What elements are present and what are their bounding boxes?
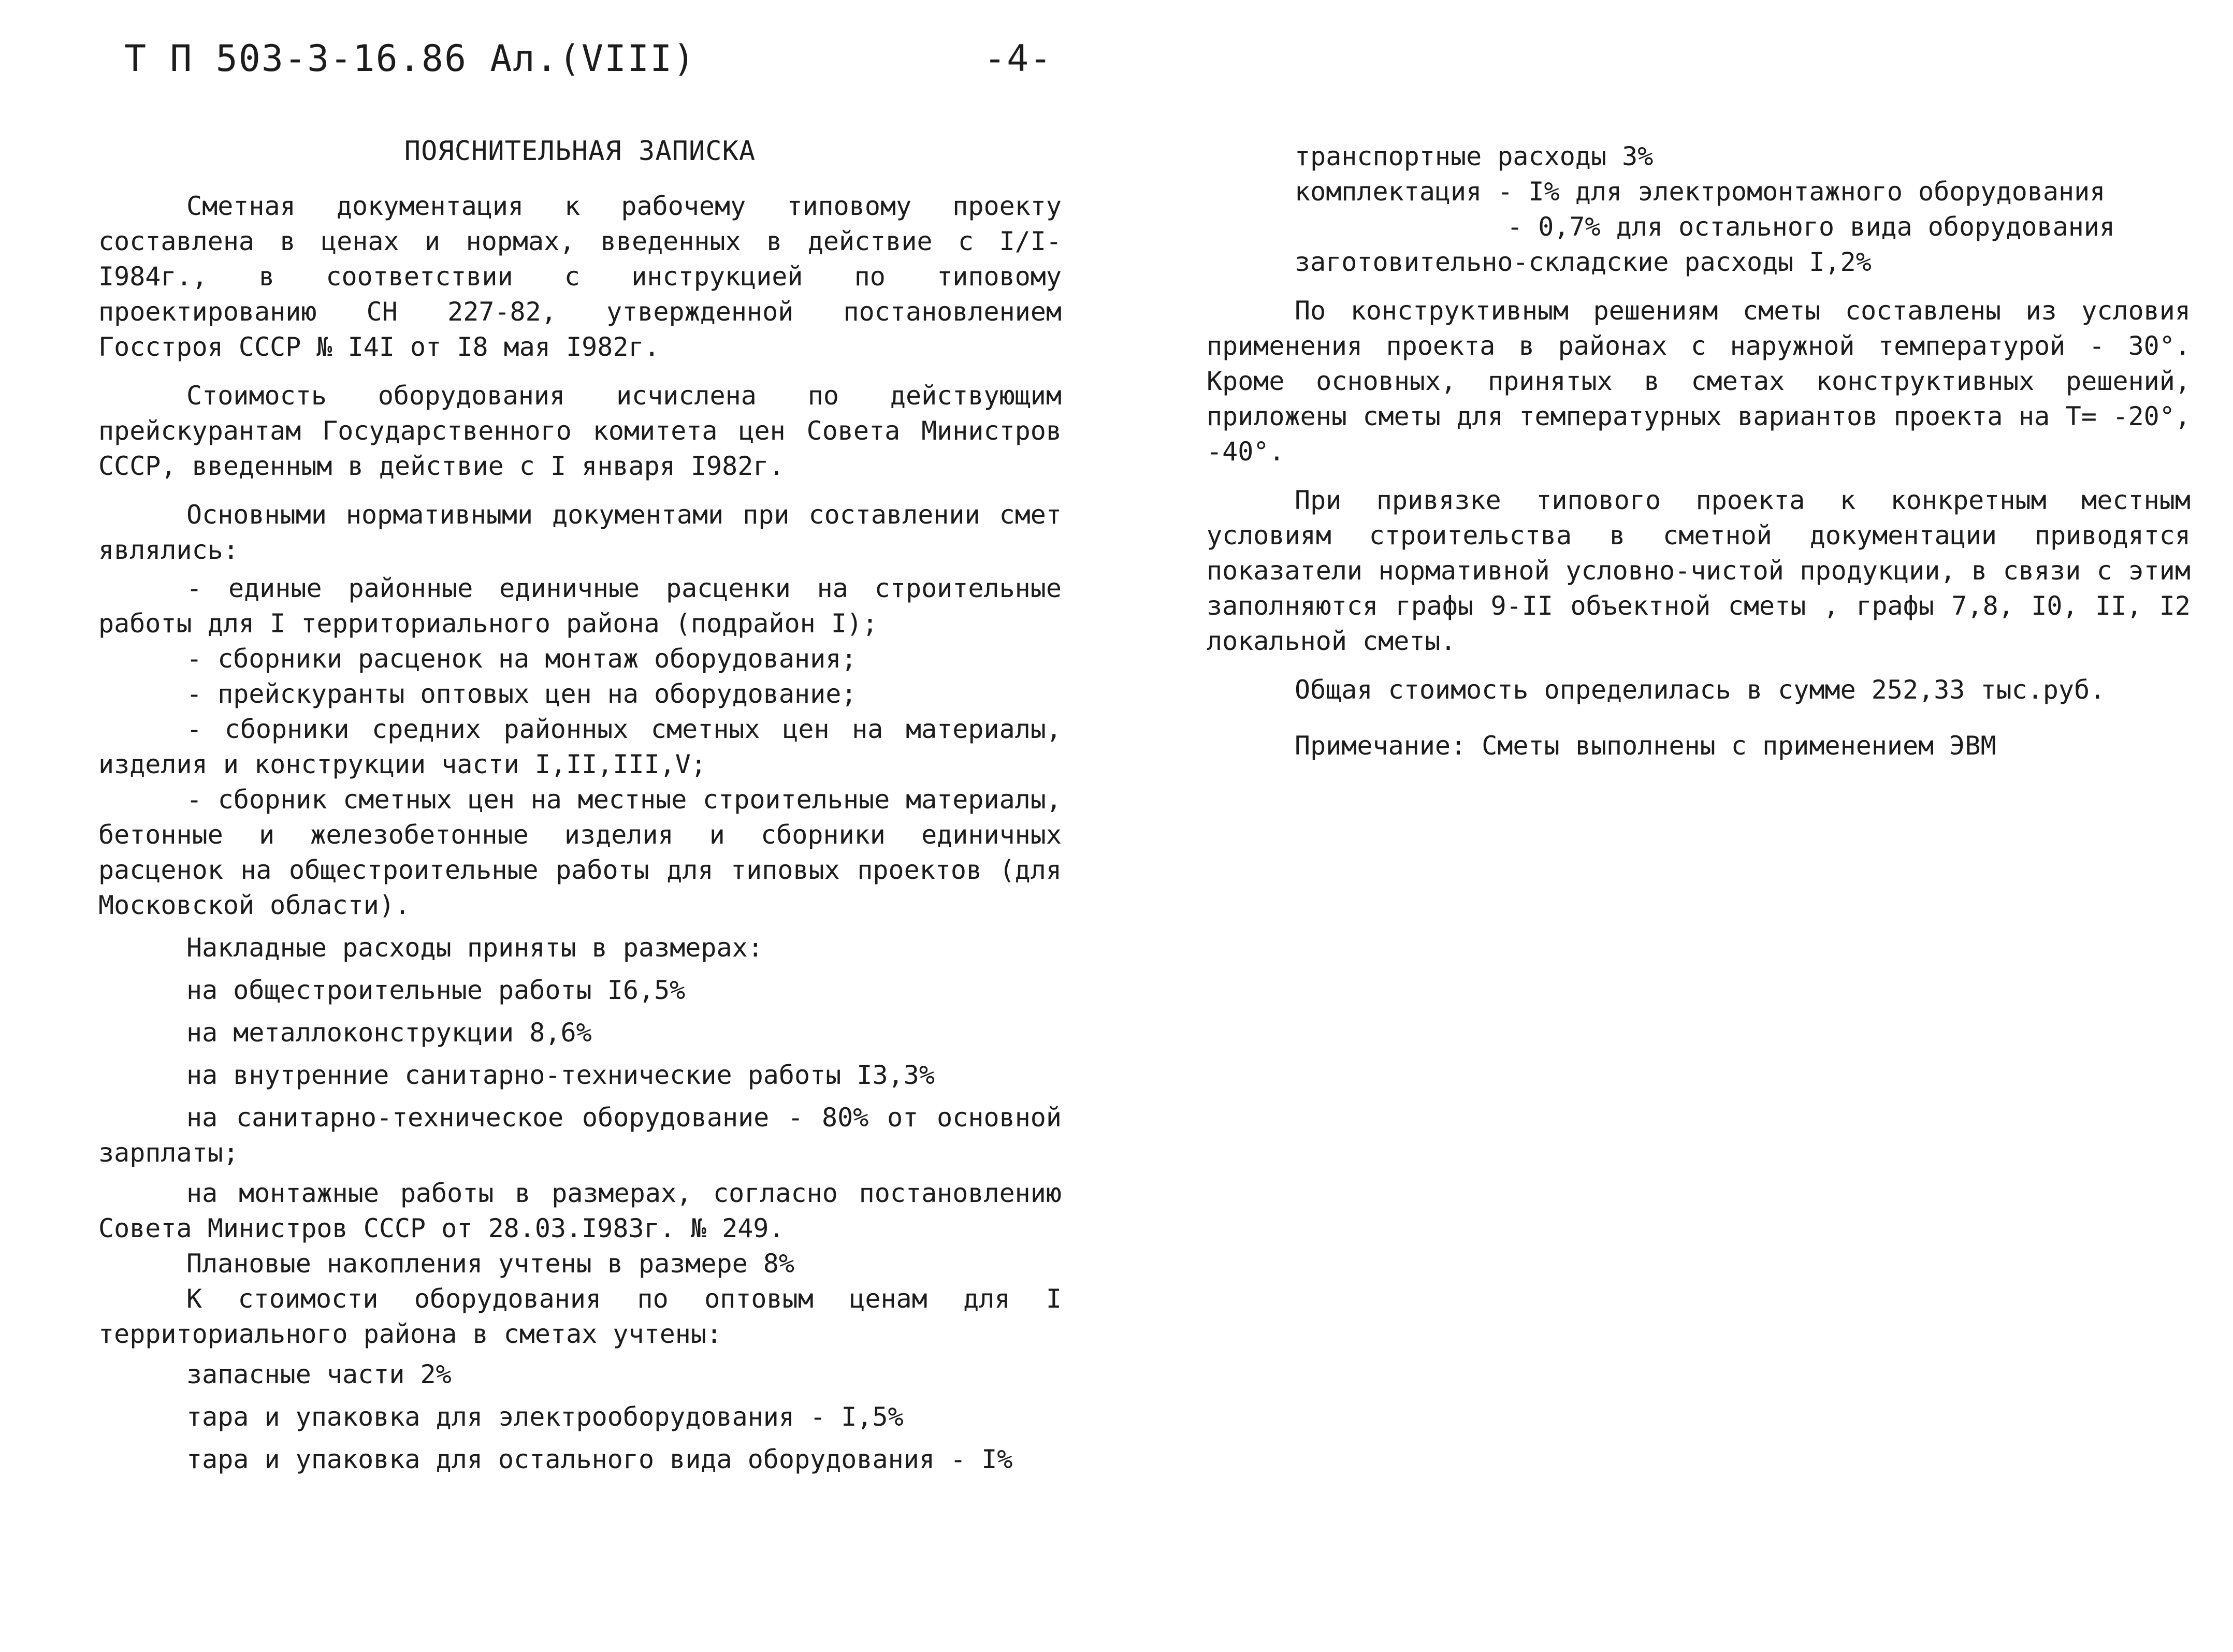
planned-savings: Плановые накопления учтены в размере 8% — [186, 1249, 794, 1279]
extra-item: тара и упаковка для электрооборудования - I,5% — [186, 1402, 904, 1432]
overhead-item: на металлоконструкции 8,6% — [186, 1018, 592, 1048]
extra-item: транспортные расходы 3% — [1295, 141, 1654, 171]
paragraph-equipment-cost: Стоимость оборудования исчислена по действующим прейскурантам Государственного комитета цен Совета Министров СССР, введенным в действие с I января I982г. — [98, 381, 1062, 481]
extra-item: заготовительно-складские расходы I,2% — [1295, 247, 1872, 277]
note: Примечание: Сметы выполнены с применением ЭВМ — [1295, 731, 1996, 761]
list-item: - единые районные единичные расценки на строительные работы для I территориального района (подрайон I); — [98, 573, 1062, 639]
extra-item: - 0,7% для остального вида оборудования — [1507, 212, 2115, 242]
overhead-intro: Накладные расходы приняты в размерах: — [186, 933, 763, 963]
total-cost: Общая стоимость определилась в сумме 252,33 тыс.руб. — [1295, 675, 2106, 705]
page-title: ПОЯСНИТЕЛЬНАЯ ЗАПИСКА — [404, 136, 756, 167]
paragraph-documents-intro: Основными нормативными документами при составлении смет являлись: — [98, 500, 1062, 565]
list-item: - прейскуранты оптовых цен на оборудование; — [186, 679, 857, 709]
list-item: - сборники расценок на монтаж оборудования; — [186, 644, 857, 674]
right-column — [1207, 134, 2191, 777]
paragraph-temperature: По конструктивным решениям сметы составлены из условия применения проекта в районах с наружной температурой - 30°. Кроме основных, принятых в сметах конструктивных решений, приложены сметы для температурных вариантов проекта на Т= -20°, -40°. — [1207, 296, 2191, 467]
equipment-extras-intro: К стоимости оборудования по оптовым ценам для I территориального района в сметах учтены: — [98, 1284, 1062, 1349]
paragraph-binding: При привязке типового проекта к конкретным местным условиям строительства в сметной документации приводятся показатели нормативной условно-чистой продукции, в связи с этим заполняются графы 9-II объектной сметы , графы 7,8, I0, II, I2 локальной сметы. — [1207, 485, 2191, 656]
overhead-item: на общестроительные работы I6,5% — [186, 975, 686, 1005]
page-number: -4- — [984, 37, 1053, 80]
extra-item: комплектация - I% для электромонтажного оборудования — [1295, 177, 2106, 207]
list-item: - сборники средних районных сметных цен на материалы, изделия и конструкции части I,II,III,V; — [98, 714, 1062, 779]
overhead-item: на санитарно-техническое оборудование - 80% от основной зарплаты; — [98, 1103, 1062, 1168]
left-column — [98, 134, 1062, 1484]
paragraph-norms: Сметная документация к рабочему типовому проекту составлена в ценах и нормах, введенных в действие с I/I-I984г., в соответствии с инструкцией по типовому проектированию СН 227-82, утвержденной постановлением Госстроя СССР № I4I от I8 мая I982г. — [98, 191, 1062, 362]
list-item: - сборник сметных цен на местные строительные материалы, бетонные и железобетонные изделия и сборники единичных расценок на общестроительные работы для типовых проектов (для Московской области). — [98, 785, 1062, 920]
extra-item: запасные части 2% — [186, 1359, 452, 1389]
extra-item: тара и упаковка для остального вида оборудования - I% — [186, 1444, 1013, 1474]
document-code: Т П 503-3-16.86 Ал.(VIII) — [124, 37, 696, 80]
overhead-item: на внутренние санитарно-технические работы I3,3% — [186, 1060, 935, 1090]
overhead-item: на монтажные работы в размерах, согласно постановлению Совета Министров СССР от 28.03.I983г. № 249. — [98, 1178, 1062, 1243]
